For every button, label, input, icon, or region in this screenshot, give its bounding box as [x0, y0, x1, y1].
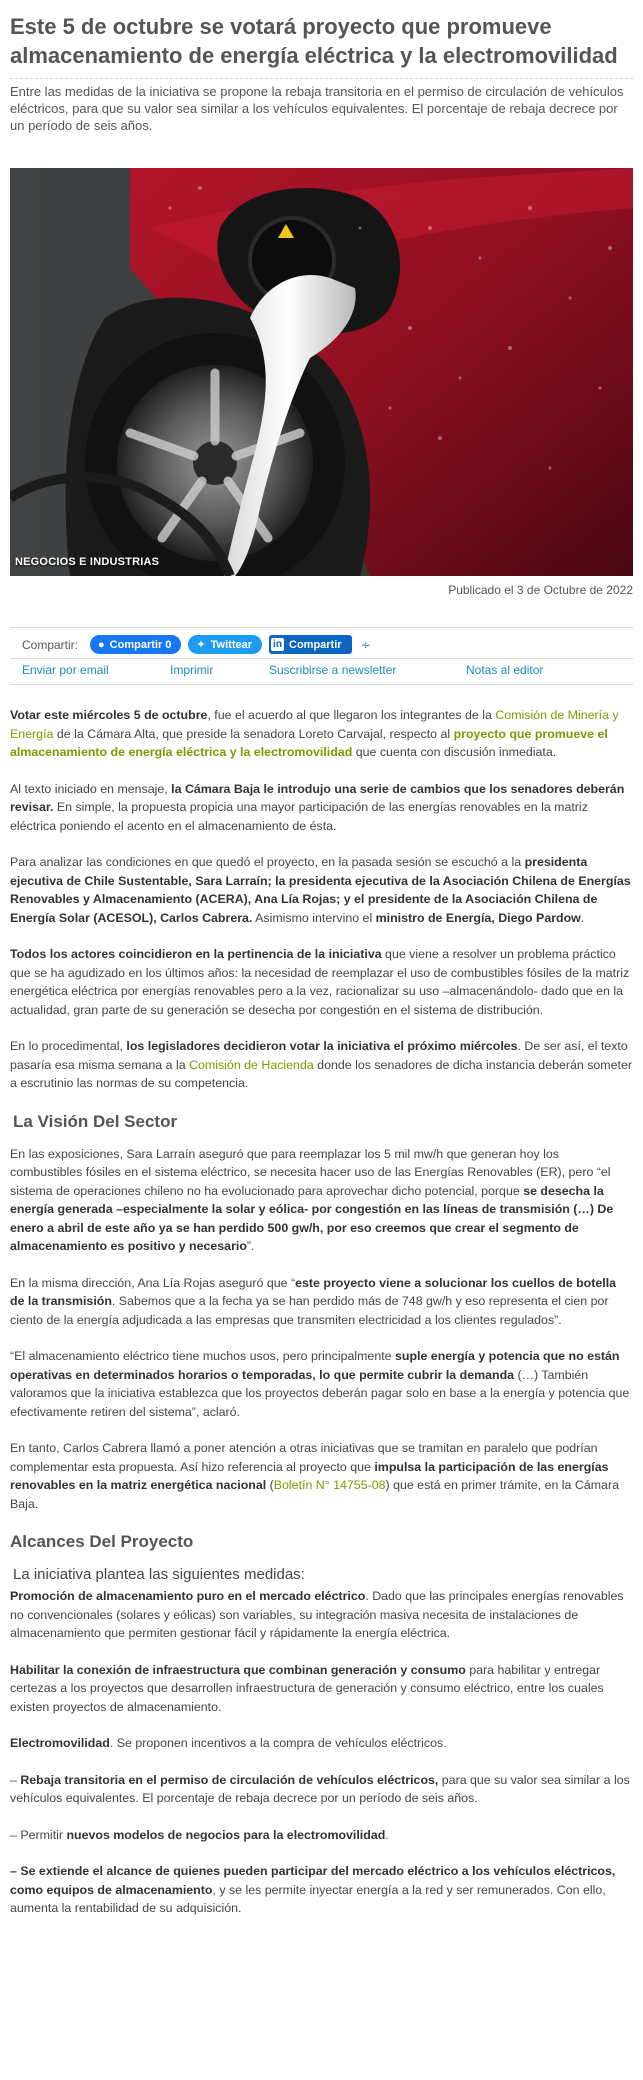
paragraph [10, 1826, 633, 1845]
paragraph [10, 1037, 633, 1093]
bold-text: Todos los actores coincidieron en la pertinencia de la iniciativa [10, 947, 382, 961]
text: , y se les permite inyectar energía a la red y ser remunerados. Con ello, aumenta la rentabilidad de su adquisición. [10, 1882, 606, 1915]
text: . De ser así, el texto pasaría esa misma semana a la [10, 1039, 628, 1072]
text: En tanto, Carlos Cabrera llamó a poner atención a otras iniciativas que se tramitan en paralelo que podrían complementar esta propuesta. Así hizo referencia al proyecto que [10, 1441, 598, 1474]
text: (…) También valoramos que la iniciativa establezca que los proyectos deberán pagar solo en base a la energía y potencia que efectivamente retiren del sistema”, aclaró. [10, 1367, 630, 1419]
twitter-bird-icon: ✦ [196, 639, 206, 651]
bold-text: – Se extiende el alcance de quienes pueden participar del mercado eléctrico a los vehículos eléctricos, como equipos de almacenamiento [10, 1864, 616, 1897]
paragraph [10, 1439, 633, 1513]
paragraph [10, 1734, 633, 1753]
paragraph [10, 1347, 633, 1421]
section-heading: Alcances Del Proyecto [10, 1532, 194, 1551]
subsection-heading: La iniciativa plantea las siguientes medidas: [13, 1566, 305, 1583]
paragraph [10, 1771, 633, 1808]
linkedin-icon: in [271, 638, 284, 651]
text: En simple, la propuesta propicia una mayor participación de las energías renovables en la matriz eléctrica poniendo el acento en el almacenamiento de ésta. [10, 800, 588, 833]
linkedin-share-button[interactable] [269, 635, 352, 654]
hero-image [10, 168, 633, 576]
bold-text: se desecha la energía generada –especialmente la solar y eólica- por congestión en las líneas de transmisión (…) De enero a abril de este año ya se han perdido 500 gw/h, por eso creemos que crear el segmento de almacenamiento es positivo y necesario [10, 1183, 614, 1253]
paragraph [10, 1862, 633, 1918]
boletin-link[interactable]: Boletín N° 14755-08 [273, 1478, 386, 1492]
text: . [580, 910, 585, 925]
bold-text: este proyecto viene a solucionar los cuellos de botella de la transmisión [10, 1275, 617, 1308]
paragraph [10, 1587, 633, 1643]
comision-hacienda-link[interactable]: Comisión de Hacienda [189, 1057, 314, 1072]
text: ”. [246, 1239, 255, 1253]
text: . Dado que las principales energías renovables no convencionales (solares y eólicas) son variables, su integración masiva necesita de instalaciones de almacenamiento que permiten gestionar fácil y rápidamente la energía eléctrica. [10, 1589, 624, 1640]
text: . Sabemos que a la fecha ya se han perdido más de 748 gw/h y eso representa el cien por ciento de la energía adjudicada a las empresas que transmiten electricidad a los clientes regulados”. [10, 1294, 609, 1327]
bold-text: Rebaja transitoria en el permiso de circulación de vehículos eléctricos, [20, 1772, 439, 1787]
title-divider [10, 78, 633, 79]
text: . Se proponen incentivos a la compra de vehículos eléctricos. [109, 1736, 447, 1750]
share-bar [10, 627, 633, 685]
ev-charging-photo [10, 168, 633, 576]
text: Para analizar las condiciones en que quedó el proyecto, en la pasada sesión se escuchó a la [10, 855, 525, 869]
text: donde los senadores de dicha instancia deberán someter a escrutinio las normas de su competencia. [10, 1057, 632, 1090]
bold-text: Habilitar la conexión de infraestructura que combinan generación y consumo [10, 1662, 466, 1677]
text: , fue el acuerdo al que llegaron los integrantes de la [207, 708, 496, 722]
bold-text: Votar este miércoles 5 de octubre [10, 708, 208, 722]
article-title: Este 5 de octubre se votará proyecto que promueve almacenamiento de energía eléctrica y la electromovilidad [10, 14, 618, 68]
bold-text: los legisladores decidieron votar la iniciativa el próximo miércoles [126, 1039, 518, 1053]
newsletter-link[interactable]: Suscribirse a newsletter [269, 663, 397, 677]
bold-text: Electromovilidad [10, 1736, 110, 1750]
twitter-share-label: Twittear [210, 638, 252, 651]
paragraph [10, 780, 633, 836]
text: . [385, 1827, 389, 1842]
bold-text: suple energía y potencia que no están operativas en determinados horarios o temporadas, lo que permite cubrir la demanda [10, 1349, 620, 1382]
paragraph [10, 1661, 633, 1717]
text: – Permitir [10, 1827, 67, 1842]
text: que viene a resolver un problema práctico que se ha agudizado en los últimos años: la necesidad de reemplazar el uso de combustibles fósiles de la matriz energética eléctrica por energías renovables pero a la vez, racionalizar su uso –almacenándolo- dado que en la actualidad, gran parte de su generación se desecha por congestión en el sistema de distribución. [10, 947, 630, 1017]
section-heading: La Visión Del Sector [13, 1111, 178, 1131]
text: ( [266, 1478, 274, 1492]
facebook-share-button[interactable] [90, 635, 181, 654]
text: para que su valor sea similar a los vehículos equivalentes. El porcentaje de rebaja decrece por un período de seis años. [10, 1772, 630, 1805]
text: para habilitar y entregar certezas a los proyectos que desarrollen infraestructura de generación y consumo eléctrico, entre los cuales existen proyectos de almacenamiento. [10, 1662, 604, 1714]
proyecto-link[interactable]: proyecto que promueve el almacenamiento de energía eléctrica y la electromovilidad [10, 726, 608, 759]
article-body [10, 706, 633, 1918]
twitter-share-button[interactable] [188, 635, 262, 654]
text: “El almacenamiento eléctrico tiene muchos usos, pero principalmente [10, 1349, 395, 1363]
paragraph [10, 1145, 633, 1256]
text: – [10, 1772, 21, 1787]
share-label: Compartir: [22, 637, 79, 652]
bold-text: nuevos modelos de negocios para la electromovilidad [66, 1827, 386, 1842]
paragraph [10, 1274, 633, 1330]
share-buttons-row [10, 628, 633, 658]
bold-text: impulsa la participación de las energías renovables en la matriz energética nacional [10, 1459, 609, 1492]
category-badge[interactable]: NEGOCIOS E INDUSTRIAS [15, 556, 160, 568]
facebook-share-count: 0 [165, 638, 172, 651]
article-lead: Entre las medidas de la iniciativa se propone la rebaja transitoria en el permiso de circulación de vehículos eléctricos, para que su valor sea similar a los vehículos equivalentes. El porcentaje de rebaja decrece por un período de seis años. [10, 84, 624, 133]
paragraph [10, 706, 633, 762]
comision-mineria-link[interactable]: Comisión de Minería y Energía [10, 708, 619, 741]
rss-icon[interactable]: ∻ [360, 637, 371, 652]
text: En las exposiciones, Sara Larraín aseguró que para reemplazar los 5 mil mw/h que generan hoy los combustibles fósiles en el sistema eléctrico, se necesita hacer uso de las Energías Renovables (ER), pero “el sistema de operaciones chileno no ha evolucionado para aprovechar dicho potencial, porque [10, 1146, 611, 1198]
bold-text: ministro de Energía, Diego Pardow [375, 910, 581, 925]
linkedin-share-label: Compartir [289, 638, 342, 651]
email-link[interactable]: Enviar por email [22, 663, 109, 677]
text: que cuenta con discusión inmediata. [352, 745, 557, 759]
facebook-icon: ● [98, 638, 105, 651]
text: En la misma dirección, Ana Lía Rojas aseguró que “ [10, 1275, 296, 1290]
text: de la Cámara Alta, que preside la senadora Loreto Carvajal, respecto al [53, 726, 454, 741]
print-link[interactable]: Imprimir [170, 663, 214, 677]
facebook-share-label: Compartir [109, 638, 163, 651]
paragraph [10, 945, 633, 1019]
publish-date: Publicado el 3 de Octubre de 2022 [448, 583, 633, 597]
text: Al texto iniciado en mensaje, [10, 781, 172, 796]
bold-text: Promoción de almacenamiento puro en el mercado eléctrico [10, 1589, 366, 1603]
text: Asimismo intervino el [252, 910, 376, 925]
bold-text: la Cámara Baja le introdujo una serie de cambios que los senadores deberán revisar. [10, 781, 625, 814]
text: ) que está en primer trámite, en la Cámara Baja. [10, 1478, 619, 1511]
bold-text: presidenta ejecutiva de Chile Sustentable, Sara Larraín; la presidenta ejecutiva de la Asociación Chilena de Energías Renovables y Almacenamiento (ACERA), Ana Lía Rojas; y el presidente de la Asociación Chilena de Energía Solar (ACESOL), Carlos Cabrera. [10, 855, 631, 925]
share-links-row [10, 658, 633, 684]
editor-notes-link[interactable]: Notas al editor [466, 663, 544, 677]
paragraph [10, 853, 633, 927]
text: En lo procedimental, [10, 1039, 127, 1053]
